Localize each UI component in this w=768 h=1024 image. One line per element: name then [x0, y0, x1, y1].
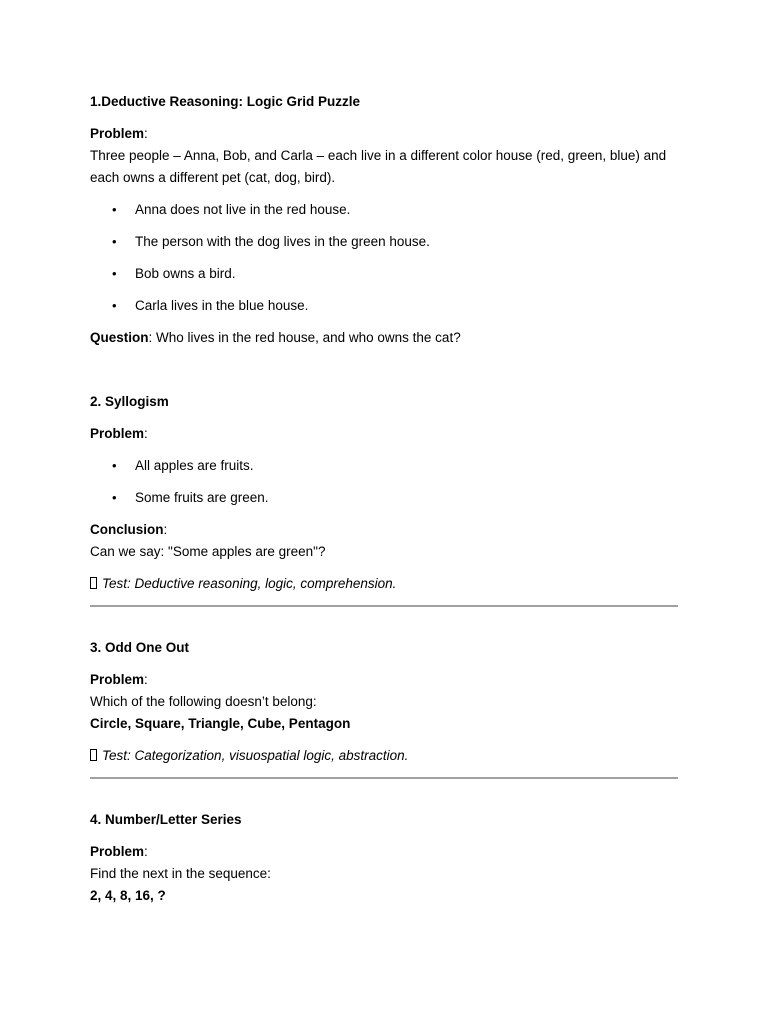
test-text: Test: Categorization, visuospatial logic, abstraction. [102, 748, 409, 763]
problem-label: Problem [90, 126, 145, 141]
section-3-problem-label [90, 669, 148, 691]
question-label: Question [90, 330, 149, 345]
section-2-heading: 2. Syllogism [90, 394, 169, 409]
problem-colon: : [144, 126, 148, 141]
missing-glyph-icon [90, 577, 97, 589]
bullet-text: Anna does not live in the red house. [135, 202, 351, 217]
section-4-sequence: 2, 4, 8, 16, ? [90, 888, 166, 903]
section-3-prompt: Which of the following doesn’t belong: [90, 694, 317, 709]
bullet-icon: • [112, 234, 117, 249]
section-2-problem-label [90, 423, 148, 445]
problem-label: Problem [90, 426, 145, 441]
bullet-text: The person with the dog lives in the green house. [135, 234, 430, 249]
bullet-icon: • [112, 458, 117, 473]
section-3-options: Circle, Square, Triangle, Cube, Pentagon [90, 716, 351, 731]
section-3-test [90, 745, 408, 767]
section-2-test [90, 573, 396, 595]
section-1-heading: 1.Deductive Reasoning: Logic Grid Puzzle [90, 94, 361, 109]
problem-label: Problem [90, 844, 145, 859]
section-4-heading: 4. Number/Letter Series [90, 812, 242, 827]
bullet-icon: • [112, 266, 117, 281]
bullet-text: Bob owns a bird. [135, 266, 236, 281]
bullet-text: All apples are fruits. [135, 458, 254, 473]
missing-glyph-icon [90, 749, 97, 761]
bullet-icon: • [112, 202, 117, 217]
bullet-text: Some fruits are green. [135, 490, 269, 505]
question-text: : Who lives in the red house, and who owns the cat? [148, 330, 461, 345]
section-2-conclusion-label [90, 519, 167, 541]
conclusion-colon: : [163, 522, 168, 537]
bullet-icon: • [112, 490, 117, 505]
test-text: Test: Deductive reasoning, logic, comprehension. [102, 576, 397, 591]
section-4-problem-label [90, 841, 148, 863]
problem-colon: : [144, 426, 148, 441]
bullet-text: Carla lives in the blue house. [135, 298, 309, 313]
section-4-prompt: Find the next in the sequence: [90, 866, 271, 881]
section-3-heading: 3. Odd One Out [90, 640, 190, 655]
horizontal-rule [90, 605, 678, 607]
problem-colon: : [144, 672, 148, 687]
section-1-intro: Three people – Anna, Bob, and Carla – each live in a different color house (red, green, blue) and each owns a different pet (cat, dog, bird). [90, 148, 667, 185]
problem-label: Problem [90, 672, 145, 687]
section-1-question [90, 327, 461, 349]
section-2-conclusion-text: Can we say: "Some apples are green"? [90, 544, 326, 559]
bullet-icon: • [112, 298, 117, 313]
problem-colon: : [144, 844, 148, 859]
conclusion-label: Conclusion [90, 522, 164, 537]
horizontal-rule [90, 777, 678, 779]
section-1-problem-label [90, 123, 148, 145]
